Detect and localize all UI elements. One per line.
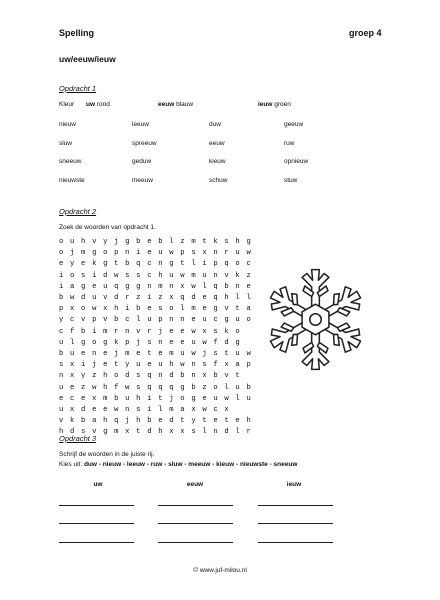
snowflake-icon (258, 262, 373, 377)
legend-eeuw (158, 101, 193, 108)
exercise2-instruction: Zoek de woorden van opdracht 1. (59, 224, 156, 231)
answer-line-uw[interactable] (59, 505, 134, 506)
legend-ieuw (258, 101, 291, 108)
exercise3-instruction: Schrijf de woorden in de juiste rij. (59, 451, 155, 458)
topic-title: uw/eeuw/ieuw (59, 54, 116, 64)
word-item[interactable]: opnieuw (284, 158, 309, 165)
column-header-eeuw: eeuw (186, 481, 204, 488)
legend-color-word: blauw (176, 101, 194, 108)
word-item[interactable]: geduw (132, 158, 152, 165)
grid-row[interactable]: c f b i m r n v r j e e w x s k o (59, 327, 241, 336)
legend-key: eeuw (158, 101, 175, 108)
answer-line-eeuw[interactable] (158, 523, 233, 524)
grid-row[interactable]: e c e x m b u h i t j o g e u w l u (59, 394, 252, 403)
word-item[interactable]: sluw (59, 140, 73, 147)
legend-color-word: rood (96, 101, 110, 108)
word-item[interactable]: leeuw (132, 121, 149, 128)
word-item[interactable]: stuw (284, 177, 298, 184)
answer-line-ieuw[interactable] (258, 542, 333, 543)
word-item[interactable]: kieuw (209, 158, 226, 165)
word-search-grid[interactable] (59, 237, 252, 439)
word-item[interactable]: geeuw (284, 121, 304, 128)
worksheet-title: Spelling (59, 28, 95, 38)
legend-color-word: groen (274, 101, 291, 108)
grid-row[interactable]: u x d e e w n s i l m a x w c x (59, 406, 230, 415)
answer-line-ieuw[interactable] (258, 523, 333, 524)
legend-prefix: Kleur (59, 101, 75, 108)
column-header-uw: uw (93, 481, 103, 488)
grid-row[interactable]: h d s v g m x t d h x x s l n d l r (59, 428, 252, 437)
word-item[interactable]: schuw (209, 177, 228, 184)
word-item[interactable]: nieuw (59, 121, 76, 128)
grid-row[interactable]: e y e k g t b q c n g t l i p q o c (59, 260, 252, 269)
grid-row[interactable]: i o s i d w s s c h u w m u n v k z (59, 271, 252, 280)
answer-line-uw[interactable] (59, 523, 134, 524)
legend-key: uw (86, 101, 96, 108)
exercise3-heading: Opdracht 3 (59, 434, 97, 443)
answer-line-ieuw[interactable] (258, 505, 333, 506)
grid-row[interactable]: o u h v y j g b e b l z m t k s h g (59, 238, 252, 246)
word-item[interactable]: meeuw (132, 177, 153, 184)
grid-row[interactable]: b w d u v d r z i z x q d e q h l l (59, 294, 252, 303)
word-item[interactable]: nieuwste (59, 177, 85, 184)
grid-row[interactable]: y c v p v b c l u p n n e u c g u o (59, 316, 252, 325)
word-choices: duw - nieuw - leeuw - ruw - sluw - meeuw - kieuw - nieuwste - sneeuw (83, 461, 298, 468)
word-item[interactable]: sneeuw (59, 158, 82, 165)
exercise2-heading: Opdracht 2 (59, 207, 97, 216)
grid-row[interactable]: b u e n e j m e t e m u w j s t u w (59, 350, 252, 359)
legend-uw (86, 101, 110, 108)
grid-row[interactable]: v k b a h q j h b e d t y t e t e h (59, 417, 252, 426)
grid-row[interactable]: p x o w x h i b e s o l m e g v t a (59, 305, 252, 314)
word-item[interactable]: ruw (284, 140, 295, 147)
grid-row[interactable]: u l g o g k p j s n e e u w f d g (59, 338, 241, 347)
grid-row[interactable]: i a g e u q g g n m n x w l q b n e (59, 282, 252, 291)
exercise1-heading: Opdracht 1 (59, 84, 97, 93)
answer-line-eeuw[interactable] (158, 542, 233, 543)
word-item[interactable]: spreeuw (132, 140, 157, 147)
grid-row[interactable]: s x i j e t y u e u h w n s f x a p (59, 361, 252, 370)
column-header-ieuw: ieuw (286, 481, 302, 488)
choose-from-line (59, 461, 297, 468)
footer-credit: © www.juf-milou.nl (193, 567, 247, 574)
word-item[interactable]: eeuw (209, 140, 225, 147)
grid-row[interactable]: n x y z h o d s q n d b n x b v t (59, 372, 241, 381)
grid-row[interactable]: u e z w h f w s q q q g b z o l u b (59, 383, 252, 392)
choose-label: Kies uit: (59, 461, 83, 468)
legend-key: ieuw (258, 101, 273, 108)
answer-line-uw[interactable] (59, 542, 134, 543)
group-label: groep 4 (349, 28, 382, 38)
answer-line-eeuw[interactable] (158, 505, 233, 506)
grid-row[interactable]: o j m g o p n i e u w p s x n r u w (59, 249, 252, 258)
word-item[interactable]: duw (209, 121, 221, 128)
